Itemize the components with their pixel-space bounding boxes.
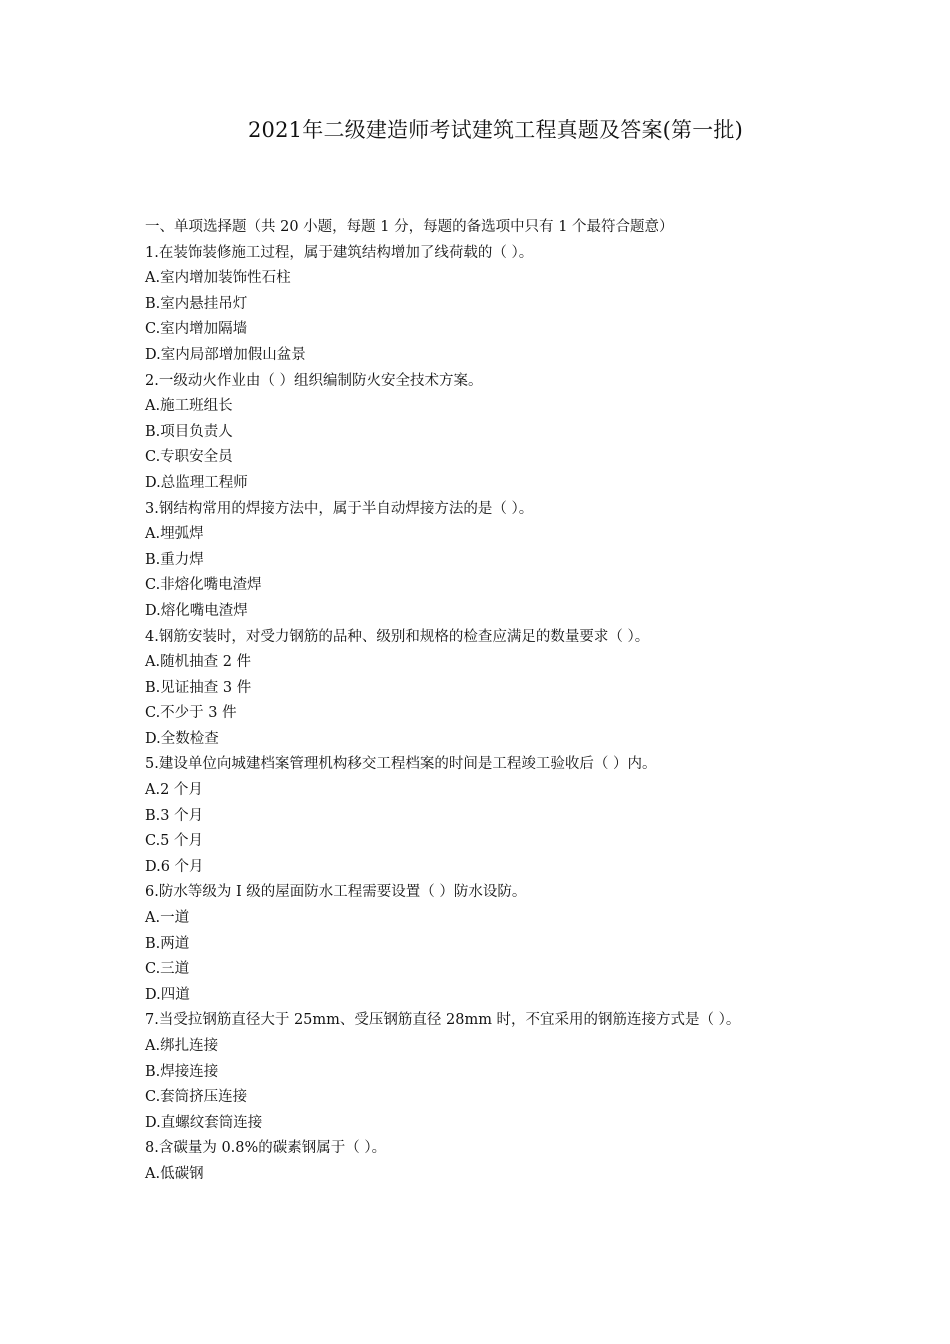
question-8 (145, 1136, 925, 1187)
option-a: A.随机抽查 2 件 (145, 654, 252, 671)
option-d: D.四道 (145, 986, 190, 1003)
option-a: A.低碳钢 (145, 1165, 204, 1182)
option-d: D.全数检查 (145, 730, 219, 747)
option-a: A.2 个月 (145, 782, 203, 799)
option-b: B.重力焊 (145, 551, 204, 568)
option-c: C.专职安全员 (145, 449, 233, 466)
option-b: B.见证抽查 3 件 (145, 679, 252, 696)
option-a: A.埋弧焊 (145, 526, 204, 543)
question-7 (145, 1008, 925, 1136)
question-stem: 6.防水等级为 I 级的屋面防水工程需要设置（ ）防水设防。 (145, 884, 527, 901)
question-6 (145, 880, 925, 1008)
option-a: A.施工班组长 (145, 398, 233, 415)
question-stem: 8.含碳量为 0.8%的碳素钢属于（ ）。 (145, 1140, 387, 1157)
option-b: B.3 个月 (145, 807, 204, 824)
option-d: D.6 个月 (145, 858, 204, 875)
document-title: 2021年二级建造师考试建筑工程真题及答案(第一批) (248, 118, 744, 142)
option-d: D.总监理工程师 (145, 474, 248, 491)
question-3 (145, 497, 925, 625)
option-a: A.绑扎连接 (145, 1038, 219, 1054)
option-c: C.非熔化嘴电渣焊 (145, 577, 262, 594)
option-b: B.室内悬挂吊灯 (145, 295, 248, 312)
question-stem: 5.建设单位向城建档案管理机构移交工程档案的时间是工程竣工验收后（ ）内。 (145, 756, 657, 773)
section-header: 一、单项选择题（共 20 小题，每题 1 分，每题的备选项中只有 1 个最符合题意） (145, 219, 674, 235)
question-stem: 4.钢筋安装时，对受力钢筋的品种、级别和规格的检查应满足的数量要求（ ）。 (145, 628, 650, 645)
option-a: A.一道 (145, 910, 190, 927)
option-d: D.室内局部增加假山盆景 (145, 346, 306, 363)
question-stem: 1.在装饰装修施工过程，属于建筑结构增加了线荷载的（ ）。 (145, 244, 534, 261)
option-c: C.室内增加隔墙 (145, 321, 248, 338)
option-a: A.室内增加装饰性石柱 (145, 270, 291, 287)
option-c: C.5 个月 (145, 833, 204, 850)
option-d: D.熔化嘴电渣焊 (145, 602, 248, 619)
question-2 (145, 369, 925, 497)
document-body (145, 215, 925, 1188)
option-c: C.不少于 3 件 (145, 705, 237, 722)
option-d: D.直螺纹套筒连接 (145, 1114, 263, 1131)
question-stem: 7.当受拉钢筋直径大于 25mm、受压钢筋直径 28mm 时，不宜采用的钢筋连接方式是（ ）。 (145, 1012, 741, 1029)
option-b: B.焊接连接 (145, 1063, 219, 1080)
option-c: C.三道 (145, 961, 190, 978)
question-5 (145, 752, 925, 880)
question-stem: 2.一级动火作业由（ ）组织编制防火安全技术方案。 (145, 372, 483, 389)
option-b: B.项目负责人 (145, 423, 233, 440)
question-stem: 3.钢结构常用的焊接方法中，属于半自动焊接方法的是（ ）。 (145, 500, 534, 517)
option-c: C.套筒挤压连接 (145, 1089, 248, 1106)
question-4 (145, 625, 925, 753)
question-1 (145, 241, 925, 369)
option-b: B.两道 (145, 935, 190, 952)
